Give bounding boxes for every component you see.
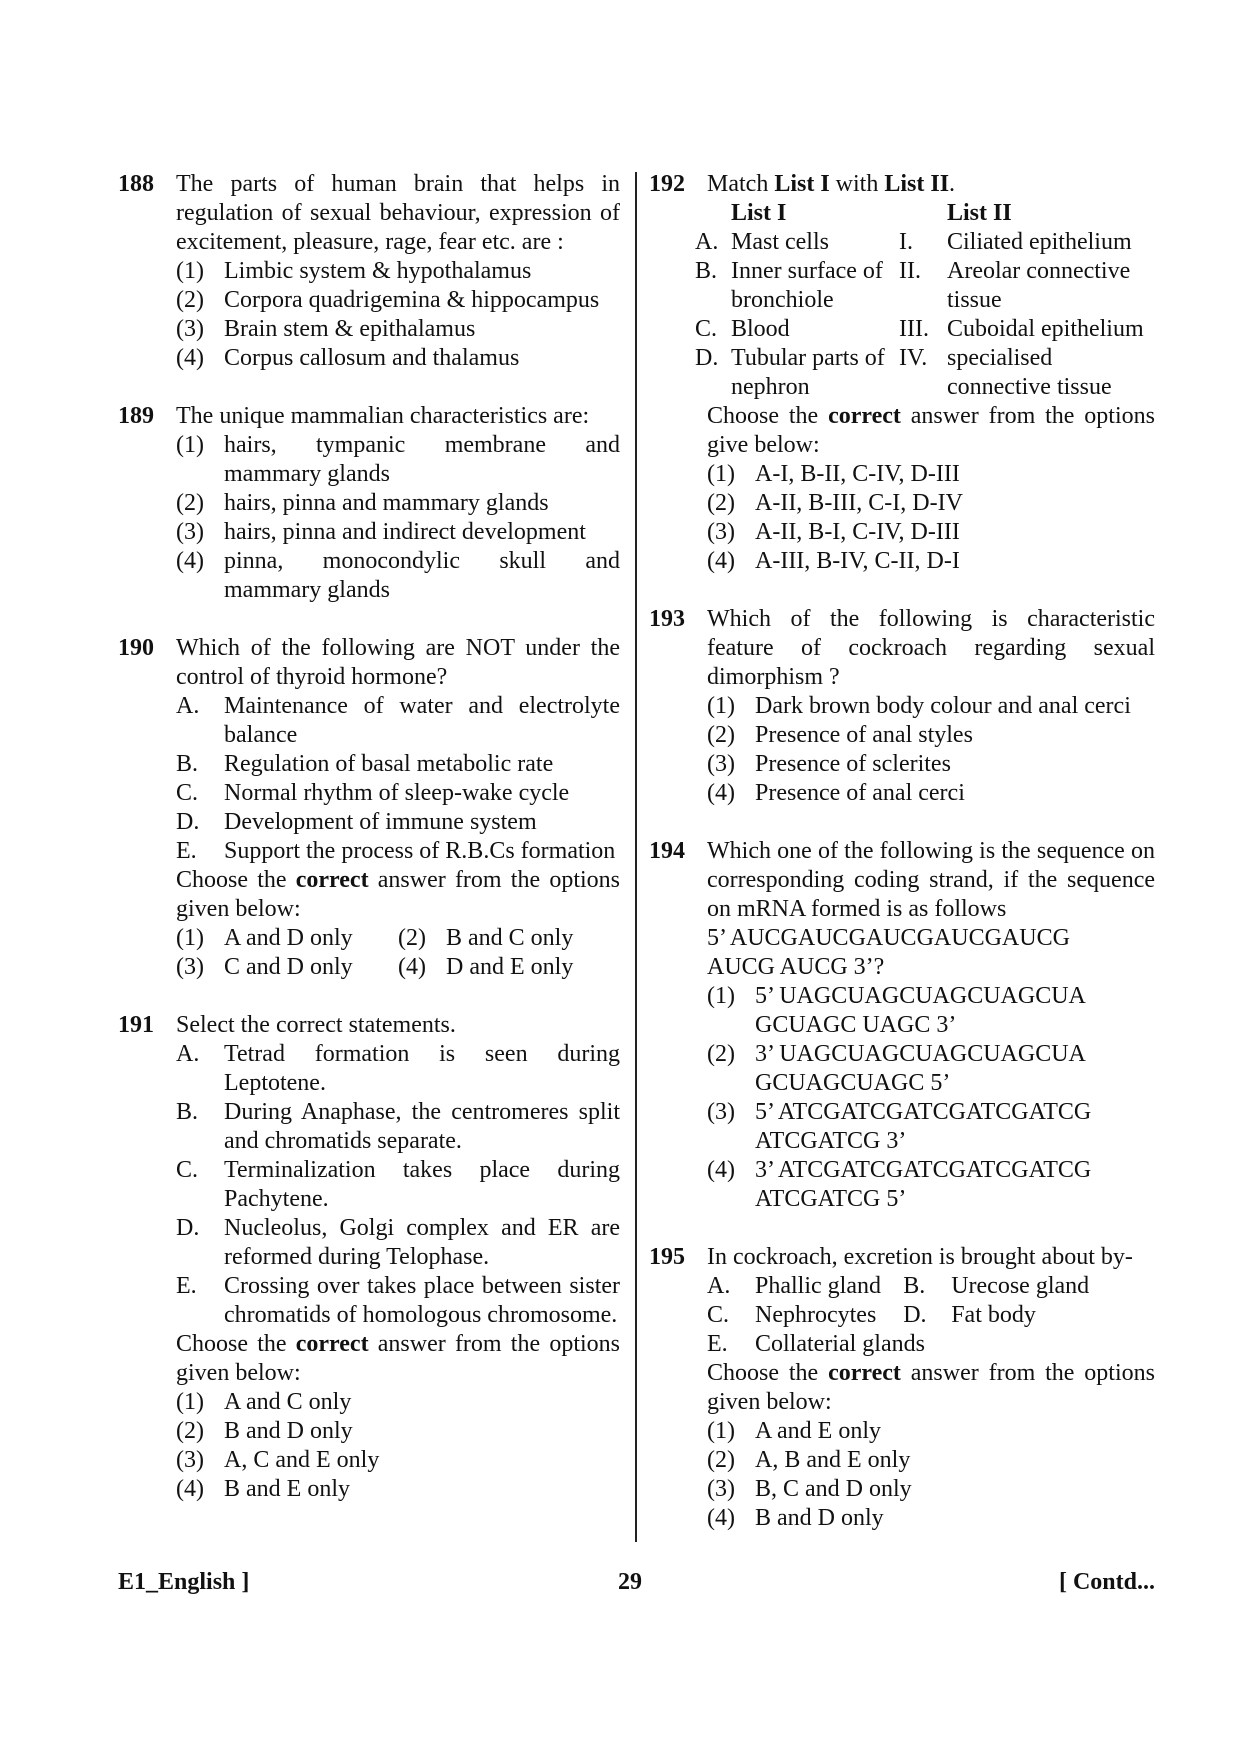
statement-a xyxy=(176,692,620,750)
question-188 xyxy=(118,170,620,373)
list-2-item: Ciliated epithelium xyxy=(947,229,1132,255)
question-stem: Which of the following is characteristic feature of cockroach regarding sexual dimorphism ? xyxy=(707,606,1155,690)
list-1-item: Tubular parts of nephron xyxy=(731,345,885,400)
statement-text: During Anaphase, the centromeres split and chromatids separate. xyxy=(224,1099,620,1154)
page-number: 29 xyxy=(618,1569,642,1595)
option-text: A and C only xyxy=(224,1389,352,1415)
option-line-1: 3’ UAGCUAGCUAGCUAGCUA xyxy=(755,1041,1086,1067)
question-191 xyxy=(118,1011,620,1504)
option-4[interactable] xyxy=(176,344,620,373)
statement-label: C. xyxy=(176,780,199,806)
statement-e xyxy=(176,1272,620,1330)
statement-b xyxy=(176,1098,620,1156)
statement-e xyxy=(176,837,620,866)
option-text: B and D only xyxy=(755,1505,884,1531)
option-label: (4) xyxy=(707,1505,735,1531)
statement-c xyxy=(176,1156,620,1214)
option-1[interactable] xyxy=(707,692,1155,721)
question-stem: The parts of human brain that helps in regulation of sexual behaviour, expression of excitement, pleasure, rage, fear etc. are : xyxy=(176,171,620,255)
option-label: (1) xyxy=(707,983,735,1009)
option-text: A and D only xyxy=(224,925,353,951)
option-3[interactable] xyxy=(707,1098,1155,1156)
option-2[interactable] xyxy=(398,924,620,953)
option-text: A-II, B-I, C-IV, D-III xyxy=(755,519,960,545)
statement-b xyxy=(176,750,620,779)
right-column xyxy=(649,170,1155,1533)
question-194 xyxy=(649,837,1155,1214)
option-label: (1) xyxy=(707,1418,735,1444)
option-label: (1) xyxy=(176,258,204,284)
option-label: (4) xyxy=(176,1476,204,1502)
option-label: (3) xyxy=(176,316,204,342)
question-190 xyxy=(118,634,620,982)
list-2-heading: List II xyxy=(947,200,1012,226)
option-text: B, C and D only xyxy=(755,1476,912,1502)
question-number: 194 xyxy=(649,838,685,864)
option-text: Corpora quadrigemina & hippocampus xyxy=(224,287,600,313)
statement-text: Regulation of basal metabolic rate xyxy=(224,751,554,777)
option-label: (2) xyxy=(176,490,204,516)
option-label: (3) xyxy=(176,1447,204,1473)
option-4[interactable] xyxy=(176,547,620,605)
question-189 xyxy=(118,402,620,605)
option-1[interactable] xyxy=(176,257,620,286)
option-text: B and E only xyxy=(224,1476,350,1502)
option-line-1: 5’ ATCGATCGATCGATCGATCG xyxy=(755,1099,1092,1125)
option-2[interactable] xyxy=(176,1417,620,1446)
list-2-label: III. xyxy=(899,316,929,342)
list-2-item: specialised connective tissue xyxy=(947,345,1112,400)
list-2-label: IV. xyxy=(899,345,928,371)
option-label: (1) xyxy=(176,432,204,458)
option-label: (2) xyxy=(176,1418,204,1444)
option-3[interactable] xyxy=(176,1446,620,1475)
option-line-1: 5’ UAGCUAGCUAGCUAGCUA xyxy=(755,983,1086,1009)
option-label: (2) xyxy=(176,287,204,313)
option-line-2: ATCGATCG 5’ xyxy=(755,1186,907,1212)
option-label: (3) xyxy=(707,1099,735,1125)
statement-label: E. xyxy=(176,1273,197,1299)
option-label: (4) xyxy=(176,345,204,371)
option-label: (4) xyxy=(176,548,204,574)
column-divider xyxy=(635,172,637,1542)
option-4[interactable] xyxy=(398,953,620,982)
option-3[interactable] xyxy=(707,1475,1155,1504)
option-label: (1) xyxy=(176,1389,204,1415)
question-192 xyxy=(649,170,1155,576)
option-text: A-III, B-IV, C-II, D-I xyxy=(755,548,960,574)
question-number: 188 xyxy=(118,171,154,197)
list-1-label: B. xyxy=(695,258,718,284)
statement-label: B. xyxy=(903,1273,926,1299)
option-label: (3) xyxy=(176,954,204,980)
statement-text: Support the process of R.B.Cs formation xyxy=(224,838,616,864)
option-2[interactable] xyxy=(707,721,1155,750)
option-label: (2) xyxy=(707,722,735,748)
option-text: A and E only xyxy=(755,1418,881,1444)
option-text: hairs, pinna and indirect development xyxy=(224,519,586,545)
option-text: Presence of anal styles xyxy=(755,722,973,748)
option-text: Brain stem & epithalamus xyxy=(224,316,476,342)
question-stem: Which one of the following is the sequence on corresponding coding strand, if the sequence on mRNA formed is as follows xyxy=(707,838,1155,922)
question-number: 195 xyxy=(649,1244,685,1270)
option-label: (2) xyxy=(707,1447,735,1473)
option-text: C and D only xyxy=(224,954,353,980)
option-label: (3) xyxy=(707,751,735,777)
match-table xyxy=(695,199,1155,402)
statement-text: Tetrad formation is seen during Leptotene. xyxy=(224,1041,620,1096)
option-1[interactable] xyxy=(176,1388,620,1417)
statement-text: Nucleolus, Golgi complex and ER are reformed during Telophase. xyxy=(224,1215,620,1270)
option-1[interactable] xyxy=(707,1417,1155,1446)
option-text: A, C and E only xyxy=(224,1447,380,1473)
question-stem: Match List I with List II. xyxy=(707,171,956,197)
statement-label: D. xyxy=(903,1302,927,1328)
option-row-2 xyxy=(176,953,620,982)
option-text: B and D only xyxy=(224,1418,353,1444)
list-1-item: Mast cells xyxy=(731,229,829,255)
list-2-label: II. xyxy=(899,258,921,284)
option-3[interactable] xyxy=(176,953,398,982)
option-4[interactable] xyxy=(707,547,1155,576)
choose-instruction: Choose the correct answer from the options given below: xyxy=(707,1360,1155,1415)
question-number: 193 xyxy=(649,606,685,632)
option-label: (4) xyxy=(398,954,426,980)
choose-instruction: Choose the correct answer from the options given below: xyxy=(176,867,620,922)
option-2[interactable] xyxy=(176,489,620,518)
option-text: A, B and E only xyxy=(755,1447,911,1473)
list-1-label: C. xyxy=(695,316,718,342)
question-stem: Which of the following are NOT under the control of thyroid hormone? xyxy=(176,635,620,690)
statement-label: C. xyxy=(707,1302,730,1328)
option-text: D and E only xyxy=(446,954,574,980)
option-text: Presence of anal cerci xyxy=(755,780,965,806)
question-stem: The unique mammalian characteristics are: xyxy=(176,403,590,429)
option-text: Limbic system & hypothalamus xyxy=(224,258,532,284)
option-2[interactable] xyxy=(176,286,620,315)
option-2[interactable] xyxy=(707,1040,1155,1098)
option-label: (4) xyxy=(707,1157,735,1183)
statement-text: Development of immune system xyxy=(224,809,537,835)
statement-label: A. xyxy=(176,1041,200,1067)
option-label: (1) xyxy=(176,925,204,951)
option-1[interactable] xyxy=(707,982,1155,1040)
option-text: Presence of sclerites xyxy=(755,751,951,777)
statement-text: Phallic gland xyxy=(755,1273,881,1299)
option-label: (3) xyxy=(707,519,735,545)
option-3[interactable] xyxy=(707,750,1155,779)
statement-d xyxy=(176,1214,620,1272)
option-1[interactable] xyxy=(176,431,620,489)
statement-text: Urecose gland xyxy=(951,1273,1090,1299)
choose-instruction: Choose the correct answer from the options give below: xyxy=(707,403,1155,458)
question-number: 190 xyxy=(118,635,154,661)
option-line-2: GCUAGCUAGC 5’ xyxy=(755,1070,951,1096)
list-1-label: A. xyxy=(695,229,719,255)
statement-text: Nephrocytes xyxy=(755,1302,877,1328)
option-text: A-II, B-III, C-I, D-IV xyxy=(755,490,963,516)
footer-booklet-code: E1_English ] xyxy=(118,1569,250,1595)
option-3[interactable] xyxy=(176,518,620,547)
question-193 xyxy=(649,605,1155,808)
question-number: 192 xyxy=(649,171,685,197)
option-label: (3) xyxy=(176,519,204,545)
list-2-item: Cuboidal epithelium xyxy=(947,316,1144,342)
option-label: (1) xyxy=(707,461,735,487)
mrna-sequence-line-1: 5’ AUCGAUCGAUCGAUCGAUCG xyxy=(707,925,1070,951)
option-text: Corpus callosum and thalamus xyxy=(224,345,520,371)
statement-label: A. xyxy=(707,1273,731,1299)
statement-label: D. xyxy=(176,809,200,835)
mrna-sequence-line-2: AUCG AUCG 3’? xyxy=(707,954,885,980)
statement-text: Collaterial glands xyxy=(755,1331,925,1357)
statement-text: Terminalization takes place during Pachytene. xyxy=(224,1157,620,1212)
question-number: 191 xyxy=(118,1012,154,1038)
list-1-item: Inner surface of bronchiole xyxy=(731,258,883,313)
option-row-1 xyxy=(176,924,620,953)
statement-c xyxy=(707,1301,903,1330)
option-label: (2) xyxy=(707,1041,735,1067)
option-text: Dark brown body colour and anal cerci xyxy=(755,693,1131,719)
statement-row-1 xyxy=(707,1272,1155,1301)
option-text: hairs, tympanic membrane and mammary glands xyxy=(224,432,620,487)
question-195 xyxy=(649,1243,1155,1533)
question-number: 189 xyxy=(118,403,154,429)
statement-row-2 xyxy=(707,1301,1155,1330)
statement-text: Fat body xyxy=(951,1302,1036,1328)
statement-label: E. xyxy=(707,1331,728,1357)
statement-text: Maintenance of water and electrolyte balance xyxy=(224,693,620,748)
question-stem: In cockroach, excretion is brought about by- xyxy=(707,1244,1133,1270)
statement-a xyxy=(176,1040,620,1098)
option-line-2: GCUAGC UAGC 3’ xyxy=(755,1012,957,1038)
choose-instruction: Choose the correct answer from the options given below: xyxy=(176,1331,620,1386)
statement-label: B. xyxy=(176,751,199,777)
option-3[interactable] xyxy=(707,518,1155,547)
option-line-1: 3’ ATCGATCGATCGATCGATCG xyxy=(755,1157,1092,1183)
statement-label: A. xyxy=(176,693,200,719)
option-text: B and C only xyxy=(446,925,574,951)
question-stem: Select the correct statements. xyxy=(176,1012,456,1038)
list-1-heading: List I xyxy=(731,200,787,226)
statement-d xyxy=(176,808,620,837)
statement-label: E. xyxy=(176,838,197,864)
option-label: (1) xyxy=(707,693,735,719)
option-text: A-I, B-II, C-IV, D-III xyxy=(755,461,960,487)
option-label: (4) xyxy=(707,548,735,574)
list-2-label: I. xyxy=(899,229,913,255)
option-4[interactable] xyxy=(707,779,1155,808)
option-2[interactable] xyxy=(707,489,1155,518)
statement-label: D. xyxy=(176,1215,200,1241)
statement-label: C. xyxy=(176,1157,199,1183)
option-label: (3) xyxy=(707,1476,735,1502)
option-text: pinna, monocondylic skull and mammary glands xyxy=(224,548,620,603)
list-1-label: D. xyxy=(695,345,719,371)
option-line-2: ATCGATCG 3’ xyxy=(755,1128,907,1154)
left-column xyxy=(118,170,620,1504)
statement-e xyxy=(707,1330,1155,1359)
statement-text: Crossing over takes place between sister chromatids of homologous chromosome. xyxy=(224,1273,620,1328)
option-3[interactable] xyxy=(176,315,620,344)
option-text: hairs, pinna and mammary glands xyxy=(224,490,549,516)
statement-a xyxy=(707,1272,903,1301)
option-4[interactable] xyxy=(176,1475,620,1504)
option-label: (2) xyxy=(398,925,426,951)
option-label: (4) xyxy=(707,780,735,806)
statement-b xyxy=(903,1272,1155,1301)
option-4[interactable] xyxy=(707,1504,1155,1533)
list-1-item: Blood xyxy=(731,316,790,342)
footer-continued: [ Contd... xyxy=(1058,1569,1155,1595)
option-2[interactable] xyxy=(707,1446,1155,1475)
statement-label: B. xyxy=(176,1099,199,1125)
option-1[interactable] xyxy=(707,460,1155,489)
list-2-item: Areolar connective tissue xyxy=(947,258,1131,313)
option-1[interactable] xyxy=(176,924,398,953)
option-4[interactable] xyxy=(707,1156,1155,1214)
statement-text: Normal rhythm of sleep-wake cycle xyxy=(224,780,570,806)
option-label: (2) xyxy=(707,490,735,516)
statement-c xyxy=(176,779,620,808)
statement-d xyxy=(903,1301,1155,1330)
